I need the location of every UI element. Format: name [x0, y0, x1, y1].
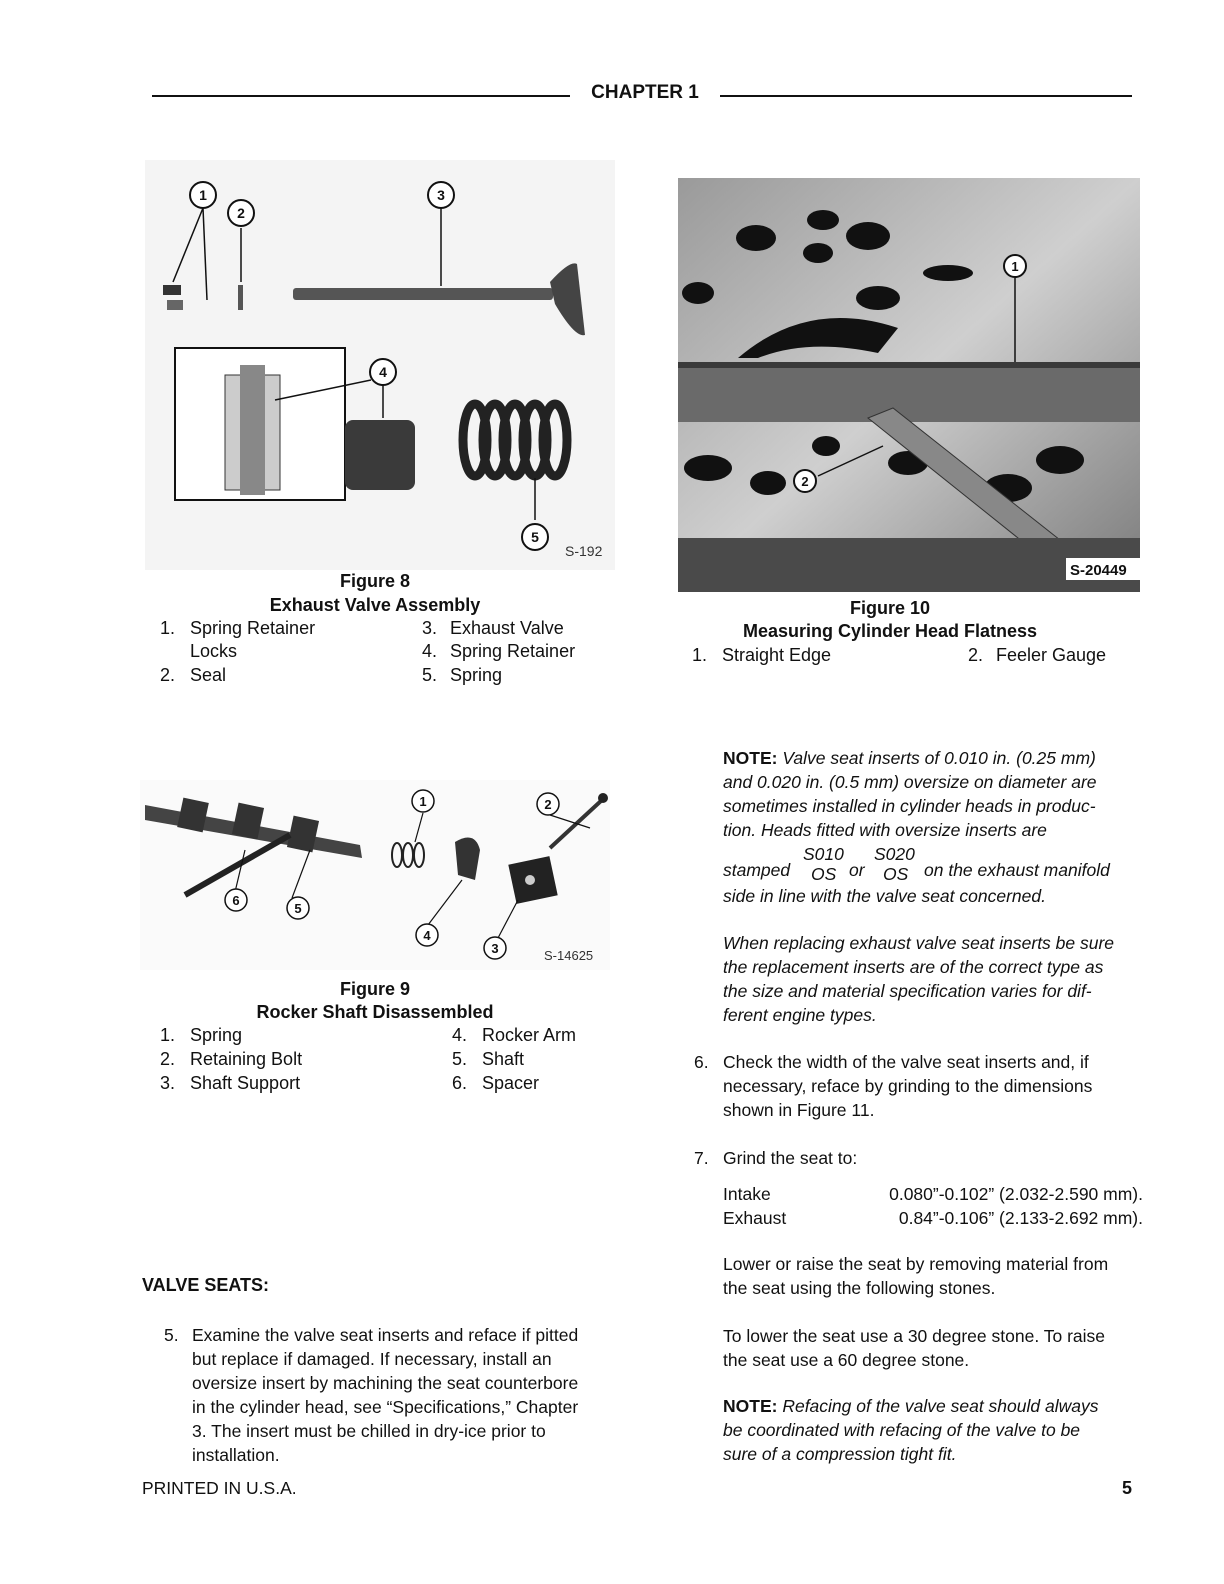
- svg-text:4: 4: [379, 364, 387, 380]
- svg-text:2: 2: [544, 797, 552, 812]
- svg-text:2: 2: [237, 205, 245, 221]
- svg-text:1: 1: [419, 794, 427, 809]
- header-rule-left: [152, 95, 572, 97]
- figure-9-title: Figure 9: [339, 979, 410, 999]
- figure-8-subtitle: Exhaust Valve Assembly: [269, 595, 481, 615]
- svg-text:5: 5: [531, 529, 539, 545]
- svg-text:3: 3: [437, 187, 445, 203]
- step-5-number: 5.: [164, 1325, 179, 1345]
- step-5-text: Examine the valve seat inserts and reface if pitted but replace if damaged. If necessary, install an oversize insert by machining the seat counterbore in the cylinder head, see “Specifications,” Chapter 3. The insert must be chilled in dry-ice prior to installation.: [192, 1325, 579, 1465]
- figure-10-subtitle: Measuring Cylinder Head Flatness: [742, 621, 1038, 641]
- svg-text:1: 1: [199, 187, 207, 203]
- figure-9-code: S-14625: [544, 948, 594, 963]
- note-oversize-inserts: NOTE: Valve seat inserts of 0.010 in. (0.25 mm) and 0.020 in. (0.5 mm) oversize on diameter are sometimes installed in cylinder heads in produc- tion. Heads fitted with oversize inserts are stamped S010 OS or S020 OS on the exhaust manifold side in line with the valve seat concerned.: [723, 748, 1110, 906]
- svg-text:2: 2: [801, 474, 809, 489]
- figure-9-legend: 1. Spring 2. Retaining Bolt 3. Shaft Support 4. Rocker Arm 5. Shaft 6. Spacer: [160, 1025, 577, 1093]
- footer-printed: PRINTED IN U.S.A.: [142, 1478, 297, 1498]
- figure-8-code: S-192: [565, 543, 603, 559]
- figure-8-legend: 1. Spring Retainer Locks 2. Seal 3. Exhaust Valve 4. Spring Retainer 5. Spring: [160, 618, 576, 685]
- figure-8-title: Figure 8: [339, 571, 410, 591]
- chapter-heading: CHAPTER 1: [570, 82, 720, 104]
- step-7-text: Grind the seat to:: [723, 1148, 858, 1168]
- svg-text:3: 3: [491, 941, 499, 956]
- figure-9-subtitle: Rocker Shaft Disassembled: [256, 1002, 494, 1022]
- note-replacing-inserts: When replacing exhaust valve seat inserts be sure the replacement inserts are of the correct type as the size and material specification varies for dif- ferent engine types.: [723, 933, 1115, 1025]
- para-stones: To lower the seat use a 30 degree stone. To raise the seat use a 60 degree stone.: [723, 1326, 1106, 1370]
- step-6-number: 6.: [694, 1052, 709, 1072]
- step-7-number: 7.: [694, 1148, 709, 1168]
- header-rule-right: [704, 95, 1132, 97]
- svg-text:6: 6: [232, 893, 240, 908]
- note-refacing: NOTE: Refacing of the valve seat should always be coordinated with refacing of the valve to be sure of a compression tight fit.: [723, 1396, 1099, 1464]
- figure-10-photo: [678, 178, 1140, 592]
- seat-spec-table: Intake 0.080”-0.102” (2.032-2.590 mm). Exhaust 0.84”-0.106” (2.133-2.692 mm).: [723, 1184, 1143, 1228]
- figure-9-illustration: [140, 780, 610, 970]
- svg-text:1: 1: [1011, 259, 1019, 274]
- para-lower-raise: Lower or raise the seat by removing material from the seat using the following stones.: [723, 1254, 1109, 1298]
- svg-text:5: 5: [294, 901, 302, 916]
- figure-8-illustration: [145, 160, 615, 570]
- figure-10-legend: 1. Straight Edge 2. Feeler Gauge: [692, 645, 1107, 665]
- valve-seats-heading: VALVE SEATS:: [142, 1275, 270, 1295]
- page-number: 5: [1122, 1478, 1133, 1498]
- svg-text:4: 4: [423, 928, 431, 943]
- figure-10-title: Figure 10: [849, 598, 931, 618]
- step-6-text: Check the width of the valve seat inserts and, if necessary, reface by grinding to the dimensions shown in Figure 11.: [723, 1052, 1093, 1120]
- figure-10-code: S-20449: [1070, 562, 1127, 579]
